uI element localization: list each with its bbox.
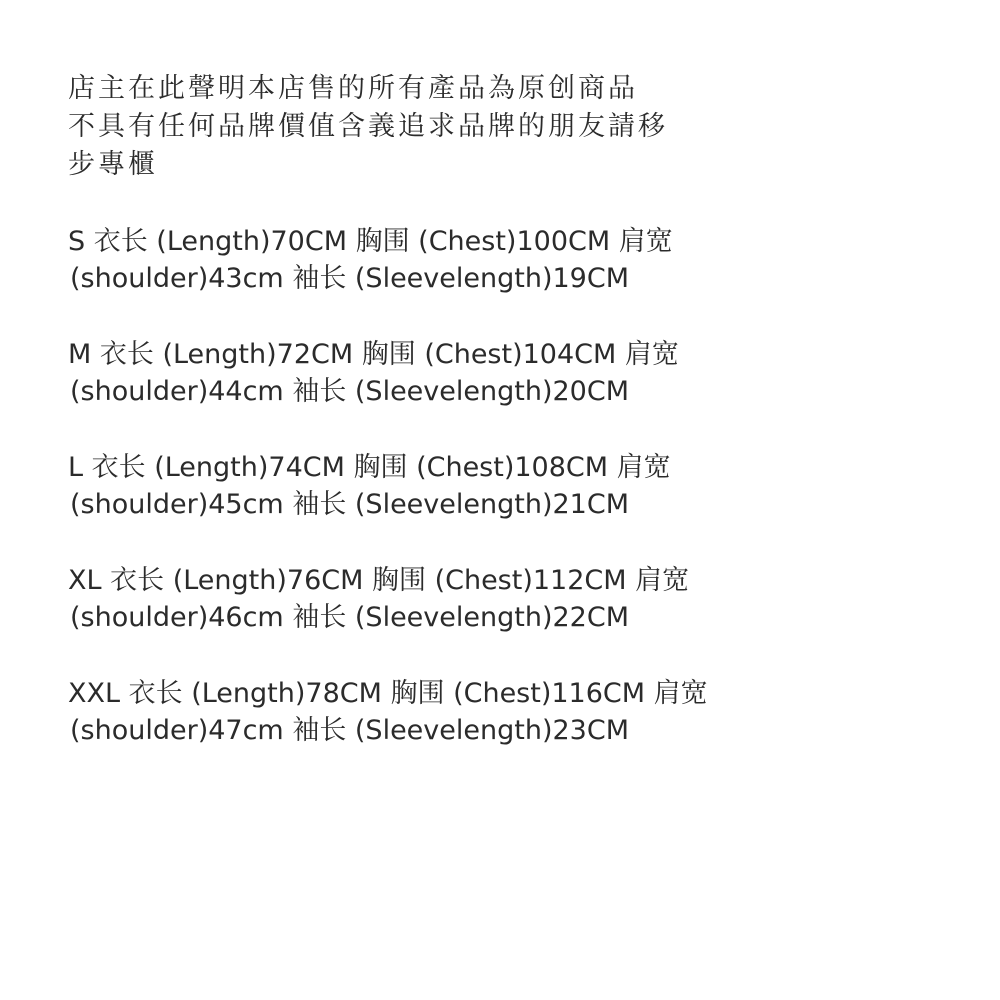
size-entry-l <box>68 449 968 523</box>
size-entry-m <box>68 336 968 410</box>
size-entry-xxl <box>68 675 968 749</box>
size-entry-s <box>68 223 968 297</box>
size-measurements-line: (shoulder)47cm 袖长 (Sleevelength)23CM <box>70 715 629 746</box>
original-product-notice <box>68 70 968 184</box>
size-measurements-line: S 衣长 (Length)70CM 胸围 (Chest)100CM 肩宽 <box>68 226 673 257</box>
size-measurements-line: XXL 衣长 (Length)78CM 胸围 (Chest)116CM 肩宽 <box>68 678 708 709</box>
size-entry-xl <box>68 562 968 636</box>
size-measurements-line: (shoulder)45cm 袖长 (Sleevelength)21CM <box>70 489 629 520</box>
size-measurements-line: M 衣长 (Length)72CM 胸围 (Chest)104CM 肩宽 <box>68 339 679 370</box>
size-measurements-line: XL 衣长 (Length)76CM 胸围 (Chest)112CM 肩宽 <box>68 565 690 596</box>
notice-line: 步專櫃 <box>68 149 158 180</box>
notice-line: 店主在此聲明本店售的所有產品為原创商品 <box>68 73 638 104</box>
size-measurements-line: (shoulder)46cm 袖长 (Sleevelength)22CM <box>70 602 629 633</box>
size-measurements-line: (shoulder)43cm 袖长 (Sleevelength)19CM <box>70 263 629 294</box>
notice-line: 不具有任何品牌價值含義追求品牌的朋友請移 <box>68 111 668 142</box>
size-measurements-line: L 衣长 (Length)74CM 胸围 (Chest)108CM 肩宽 <box>68 452 671 483</box>
size-measurements-line: (shoulder)44cm 袖长 (Sleevelength)20CM <box>70 376 629 407</box>
